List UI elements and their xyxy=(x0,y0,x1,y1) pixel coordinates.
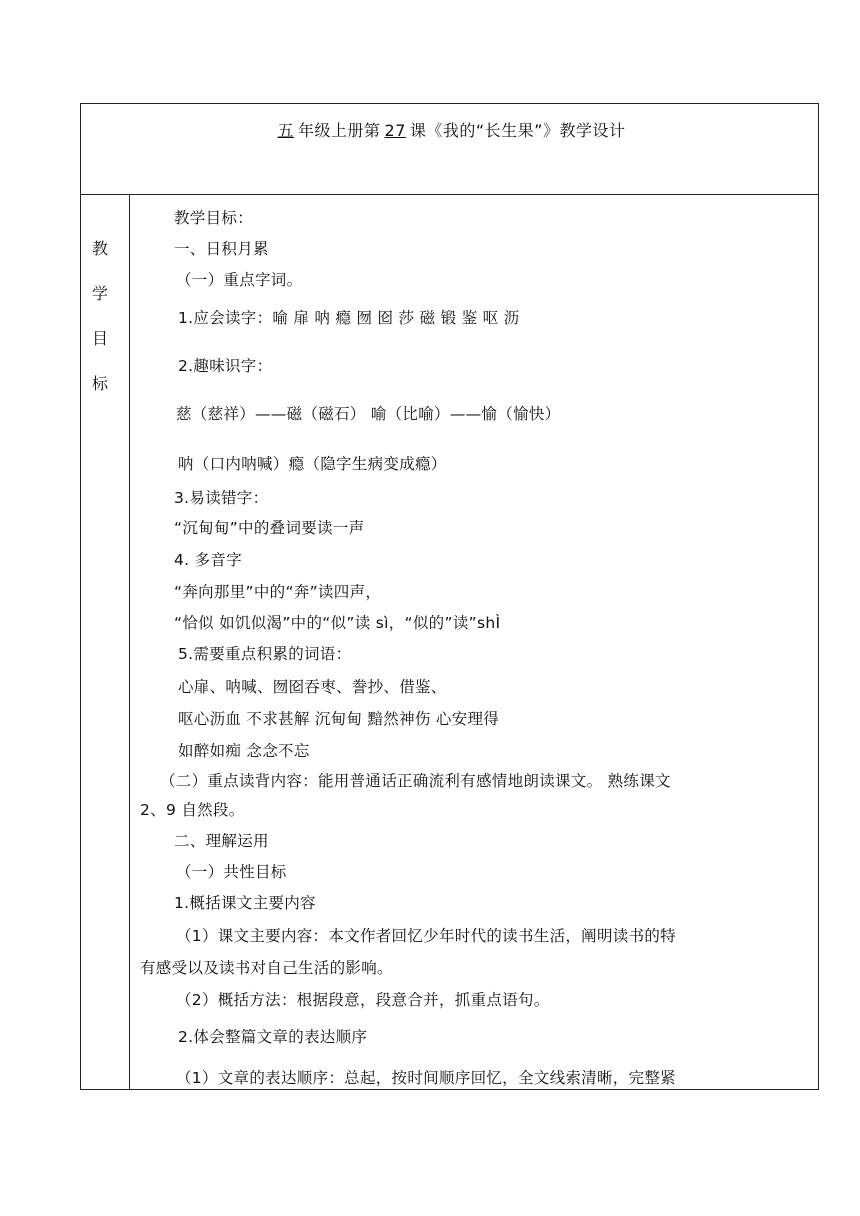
title-grade: 五 xyxy=(277,121,295,140)
content-line: 2.体会整篇文章的表达顺序 xyxy=(178,1028,368,1046)
content-line: 一、日积月累 xyxy=(174,240,269,258)
content-line: “奔向那里”中的“奔”读四声， xyxy=(174,583,382,601)
content-line: 教学目标： xyxy=(174,209,254,227)
content-line: （1）课文主要内容：本文作者回忆少年时代的读书生活，阐明读书的特 xyxy=(176,927,676,945)
title-lesson: 27 xyxy=(384,121,406,140)
content-line: 1.概括课文主要内容 xyxy=(174,894,316,912)
content-line: （一）共性目标 xyxy=(176,863,287,881)
content-line: （一）重点字词。 xyxy=(176,271,303,289)
side-label-char: 标 xyxy=(92,374,109,393)
content-line: 呐（口内呐喊）瘾（隐字生病变成瘾） xyxy=(178,455,447,473)
content-line: 呕心沥血 不求甚解 沉甸甸 黯然神伤 心安理得 xyxy=(178,710,500,728)
page-title xyxy=(80,118,819,141)
content-line: “恰似 如饥似渴”中的“似”读 sì，“似的”读”shÌ xyxy=(174,614,501,632)
side-label-char: 教 xyxy=(92,239,109,258)
content-line: （二）重点读背内容：能用普通话正确流利有感情地朗读课文。 熟练课文 xyxy=(160,772,671,790)
side-label-char: 学 xyxy=(92,284,109,303)
content-line: 如醉如痴 念念不忘 xyxy=(178,742,310,760)
content-line: 3.易读错字： xyxy=(174,489,269,507)
content-line: （1）文章的表达顺序：总起，按时间顺序回忆，全文线索清晰，完整紧 xyxy=(176,1069,676,1087)
title-part2: 课《我的“长生果”》教学设计 xyxy=(409,121,626,140)
content-line: 2、9 自然段。 xyxy=(140,801,245,819)
side-label-char: 目 xyxy=(92,329,109,348)
content-line: 有感受以及读书对自己生活的影响。 xyxy=(140,959,393,977)
content-line: 二、理解运用 xyxy=(174,832,269,850)
content-line: 1.应会读字：喻 扉 呐 瘾 囫 囵 莎 磁 锻 鉴 呕 沥 xyxy=(178,309,520,327)
content-line: 2.趣味识字： xyxy=(178,357,273,375)
content-line: 心扉、呐喊、囫囵吞枣、誊抄、借鉴、 xyxy=(178,678,447,696)
column-divider xyxy=(129,194,130,1090)
content-line: （2）概括方法：根据段意，段意合并，抓重点语句。 xyxy=(176,991,550,1009)
content-line: 4. 多音字 xyxy=(174,551,243,569)
content-line: 5.需要重点积累的词语： xyxy=(178,645,352,663)
header-divider xyxy=(80,194,819,195)
content-line: “沉甸甸”中的叠词要读一声 xyxy=(174,519,365,537)
content-line: 慈（慈祥）——磁（磁石） 喻（比喻）——愉（愉快） xyxy=(176,405,561,423)
title-part1: 年级上册第 xyxy=(298,121,381,140)
